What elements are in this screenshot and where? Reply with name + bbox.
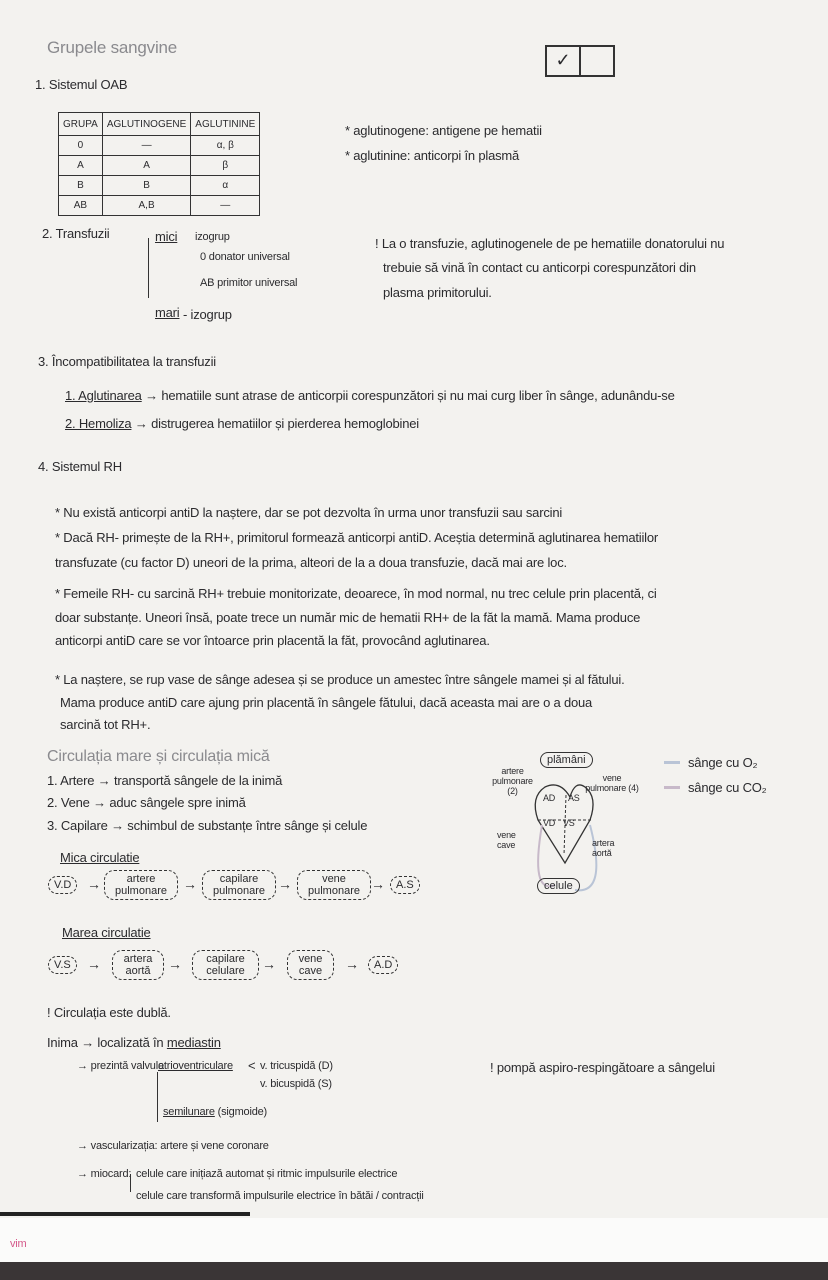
background-surface xyxy=(0,1262,828,1280)
flow-node: A.D xyxy=(368,956,398,974)
text-line: doar substanțe. Uneori însă, poate trece un număr mic de hematii RH+ de la făt la mamă. Mama produce xyxy=(55,610,641,625)
arrow-icon: → xyxy=(183,876,197,892)
arrow-icon: → xyxy=(371,876,385,892)
term: semilunare xyxy=(163,1106,215,1118)
note: * aglutinogene: antigene pe hematii xyxy=(345,123,542,138)
arrow-icon: → xyxy=(87,956,101,972)
text-line: * Nu există anticorpi antiD la naștere, dar se pot dezvolta în urma unor transfuzii sau sarcini xyxy=(55,505,563,520)
term: atrioventriculare xyxy=(158,1060,233,1072)
text: izogrup xyxy=(195,231,230,243)
label: artera aortă xyxy=(592,838,615,858)
section-heading: 1. Sistemul OAB xyxy=(35,77,128,92)
text-line: sarcină tot RH+. xyxy=(60,717,151,732)
flow-node: vene cave xyxy=(287,950,334,980)
text: → vascularizația: artere și vene coronare xyxy=(77,1140,269,1152)
section-heading: 2. Transfuzii xyxy=(42,226,110,241)
arrow-icon: → xyxy=(262,956,276,972)
cell: A,B xyxy=(102,196,190,216)
table-header: AGLUTINOGENE xyxy=(102,113,190,136)
table-row xyxy=(59,196,260,216)
text: → miocard: xyxy=(77,1168,132,1180)
check-icon: ✓ xyxy=(547,47,581,75)
page-title: Grupele sangvine xyxy=(47,38,178,57)
table-row xyxy=(59,136,260,156)
legend-label: sânge cu CO₂ xyxy=(688,780,767,795)
cell: A xyxy=(102,156,190,176)
list-item: 1. Artere → transportă sângele de la inimă xyxy=(47,773,283,788)
label: AD xyxy=(543,793,556,803)
arrow-icon: → xyxy=(168,956,182,972)
flow-node: A.S xyxy=(390,876,420,894)
text-line: * La naștere, se rup vase de sânge adesea și se produce un amestec între sângele mamei și al fătului. xyxy=(55,672,625,687)
legend-label: sânge cu O₂ xyxy=(688,755,758,770)
subheading: Mica circulatie xyxy=(60,850,140,865)
margin-note: vim xyxy=(10,1238,27,1250)
term: 1. Aglutinarea xyxy=(65,388,142,403)
text: → hematiile sunt atrase de anticorpii corespunzători și nu mai curg liber în sânge, adunându-se xyxy=(145,388,675,403)
text-line: anticorpi antiD care se vor întoarce prin placentă la făt, provocând aglutinarea. xyxy=(55,633,490,648)
text: celule care inițiază automat și ritmic impulsurile electrice xyxy=(136,1168,398,1180)
text-line: * Femeile RH- cu sarcină RH+ trebuie monitorizate, deoarece, în mod normal, nu trec celule prin placentă, ci xyxy=(55,586,657,601)
term-mici: mici xyxy=(155,229,178,244)
cell: α, β xyxy=(191,136,260,156)
cells-label: celule xyxy=(537,878,580,894)
flow-node: V.S xyxy=(48,956,77,974)
section-heading: 4. Sistemul RH xyxy=(38,459,122,474)
cell: 0 xyxy=(59,136,103,156)
note: ! Circulația este dublă. xyxy=(47,1005,171,1020)
text-line: * Dacă RH- primește de la RH+, primitorul formează anticorpi antiD. Aceștia determină aglutinarea hematiilor xyxy=(55,530,659,545)
note: ! La o transfuzie, aglutinogenele de pe hematiile donatorului nu xyxy=(375,236,725,251)
text: → distrugerea hematiilor și pierderea hemoglobinei xyxy=(134,416,419,431)
legend-swatch-co2 xyxy=(664,786,680,789)
text: (sigmoide) xyxy=(217,1106,268,1118)
term-mari: mari xyxy=(155,305,180,320)
section-heading: 3. Încompatibilitatea la transfuzii xyxy=(38,354,216,369)
label: VD xyxy=(543,818,556,828)
label: vene pulmonare (4) xyxy=(585,773,639,793)
flow-node: vene pulmonare xyxy=(297,870,371,900)
text: 0 donator universal xyxy=(200,251,290,263)
checkbox-pair xyxy=(545,45,615,77)
cell: B xyxy=(59,176,103,196)
empty-box xyxy=(581,47,613,75)
flow-node: V.D xyxy=(48,876,77,894)
flow-node: artere pulmonare xyxy=(104,870,178,900)
text: AB primitor universal xyxy=(200,277,298,289)
text-line: Mama produce antiD care ajung prin placentă în sângele fătului, dacă aceasta mai are o a doua xyxy=(60,695,593,710)
cell: A xyxy=(59,156,103,176)
angle-bracket: < xyxy=(248,1058,256,1073)
term: mediastin xyxy=(166,1035,221,1050)
flow-node: capilare celulare xyxy=(192,950,259,980)
section-title: Circulația mare și circulația mică xyxy=(47,748,270,765)
legend-swatch-o2 xyxy=(664,761,680,764)
bracket xyxy=(148,238,149,298)
cell: B xyxy=(102,176,190,196)
flow-node: artera aortă xyxy=(112,950,164,980)
list-item: 2. Vene → aduc sângele spre inimă xyxy=(47,795,246,810)
note: plasma primitorului. xyxy=(383,285,492,300)
label: AS xyxy=(568,793,580,803)
cell: α xyxy=(191,176,260,196)
label: vene cave xyxy=(497,830,516,850)
blood-group-table xyxy=(58,112,260,216)
bracket xyxy=(157,1072,158,1122)
arrow-icon: → xyxy=(278,876,292,892)
arrow-icon: → xyxy=(87,876,101,892)
cell: — xyxy=(102,136,190,156)
lungs-label: plămâni xyxy=(540,752,593,768)
text: v. bicuspidă (S) xyxy=(260,1078,332,1090)
label: VS xyxy=(563,818,575,828)
note: * aglutinine: anticorpi în plasmă xyxy=(345,148,520,163)
table-row xyxy=(59,176,260,196)
text: Inima → localizată în xyxy=(47,1035,164,1050)
bracket xyxy=(130,1174,131,1192)
flow-node: capilare pulmonare xyxy=(202,870,276,900)
page-edge xyxy=(0,1212,250,1216)
subheading: Marea circulatie xyxy=(62,925,151,940)
note: ! pompă aspiro-respingătoare a sângelui xyxy=(490,1060,715,1075)
cell: β xyxy=(191,156,260,176)
label: artere pulmonare (2) xyxy=(492,766,533,796)
cell: — xyxy=(191,196,260,216)
cell: AB xyxy=(59,196,103,216)
text: v. tricuspidă (D) xyxy=(260,1060,333,1072)
text: celule care transformă impulsurile electrice în bătăi / contracții xyxy=(136,1190,424,1202)
table-header: AGLUTININE xyxy=(191,113,260,136)
table-row xyxy=(59,156,260,176)
text-line: transfuzate (cu factor D) uneori de la prima, alteori de la a doua transfuzie, dacă mai are loc. xyxy=(55,555,567,570)
table-header: GRUPA xyxy=(59,113,103,136)
arrow-icon: → xyxy=(345,956,359,972)
text: → prezintă valvule xyxy=(77,1060,164,1072)
term: 2. Hemoliza xyxy=(65,416,132,431)
text: - izogrup xyxy=(183,307,232,322)
note: trebuie să vină în contact cu anticorpi corespunzători din xyxy=(383,260,696,275)
list-item: 3. Capilare → schimbul de substanțe între sânge și celule xyxy=(47,818,368,833)
